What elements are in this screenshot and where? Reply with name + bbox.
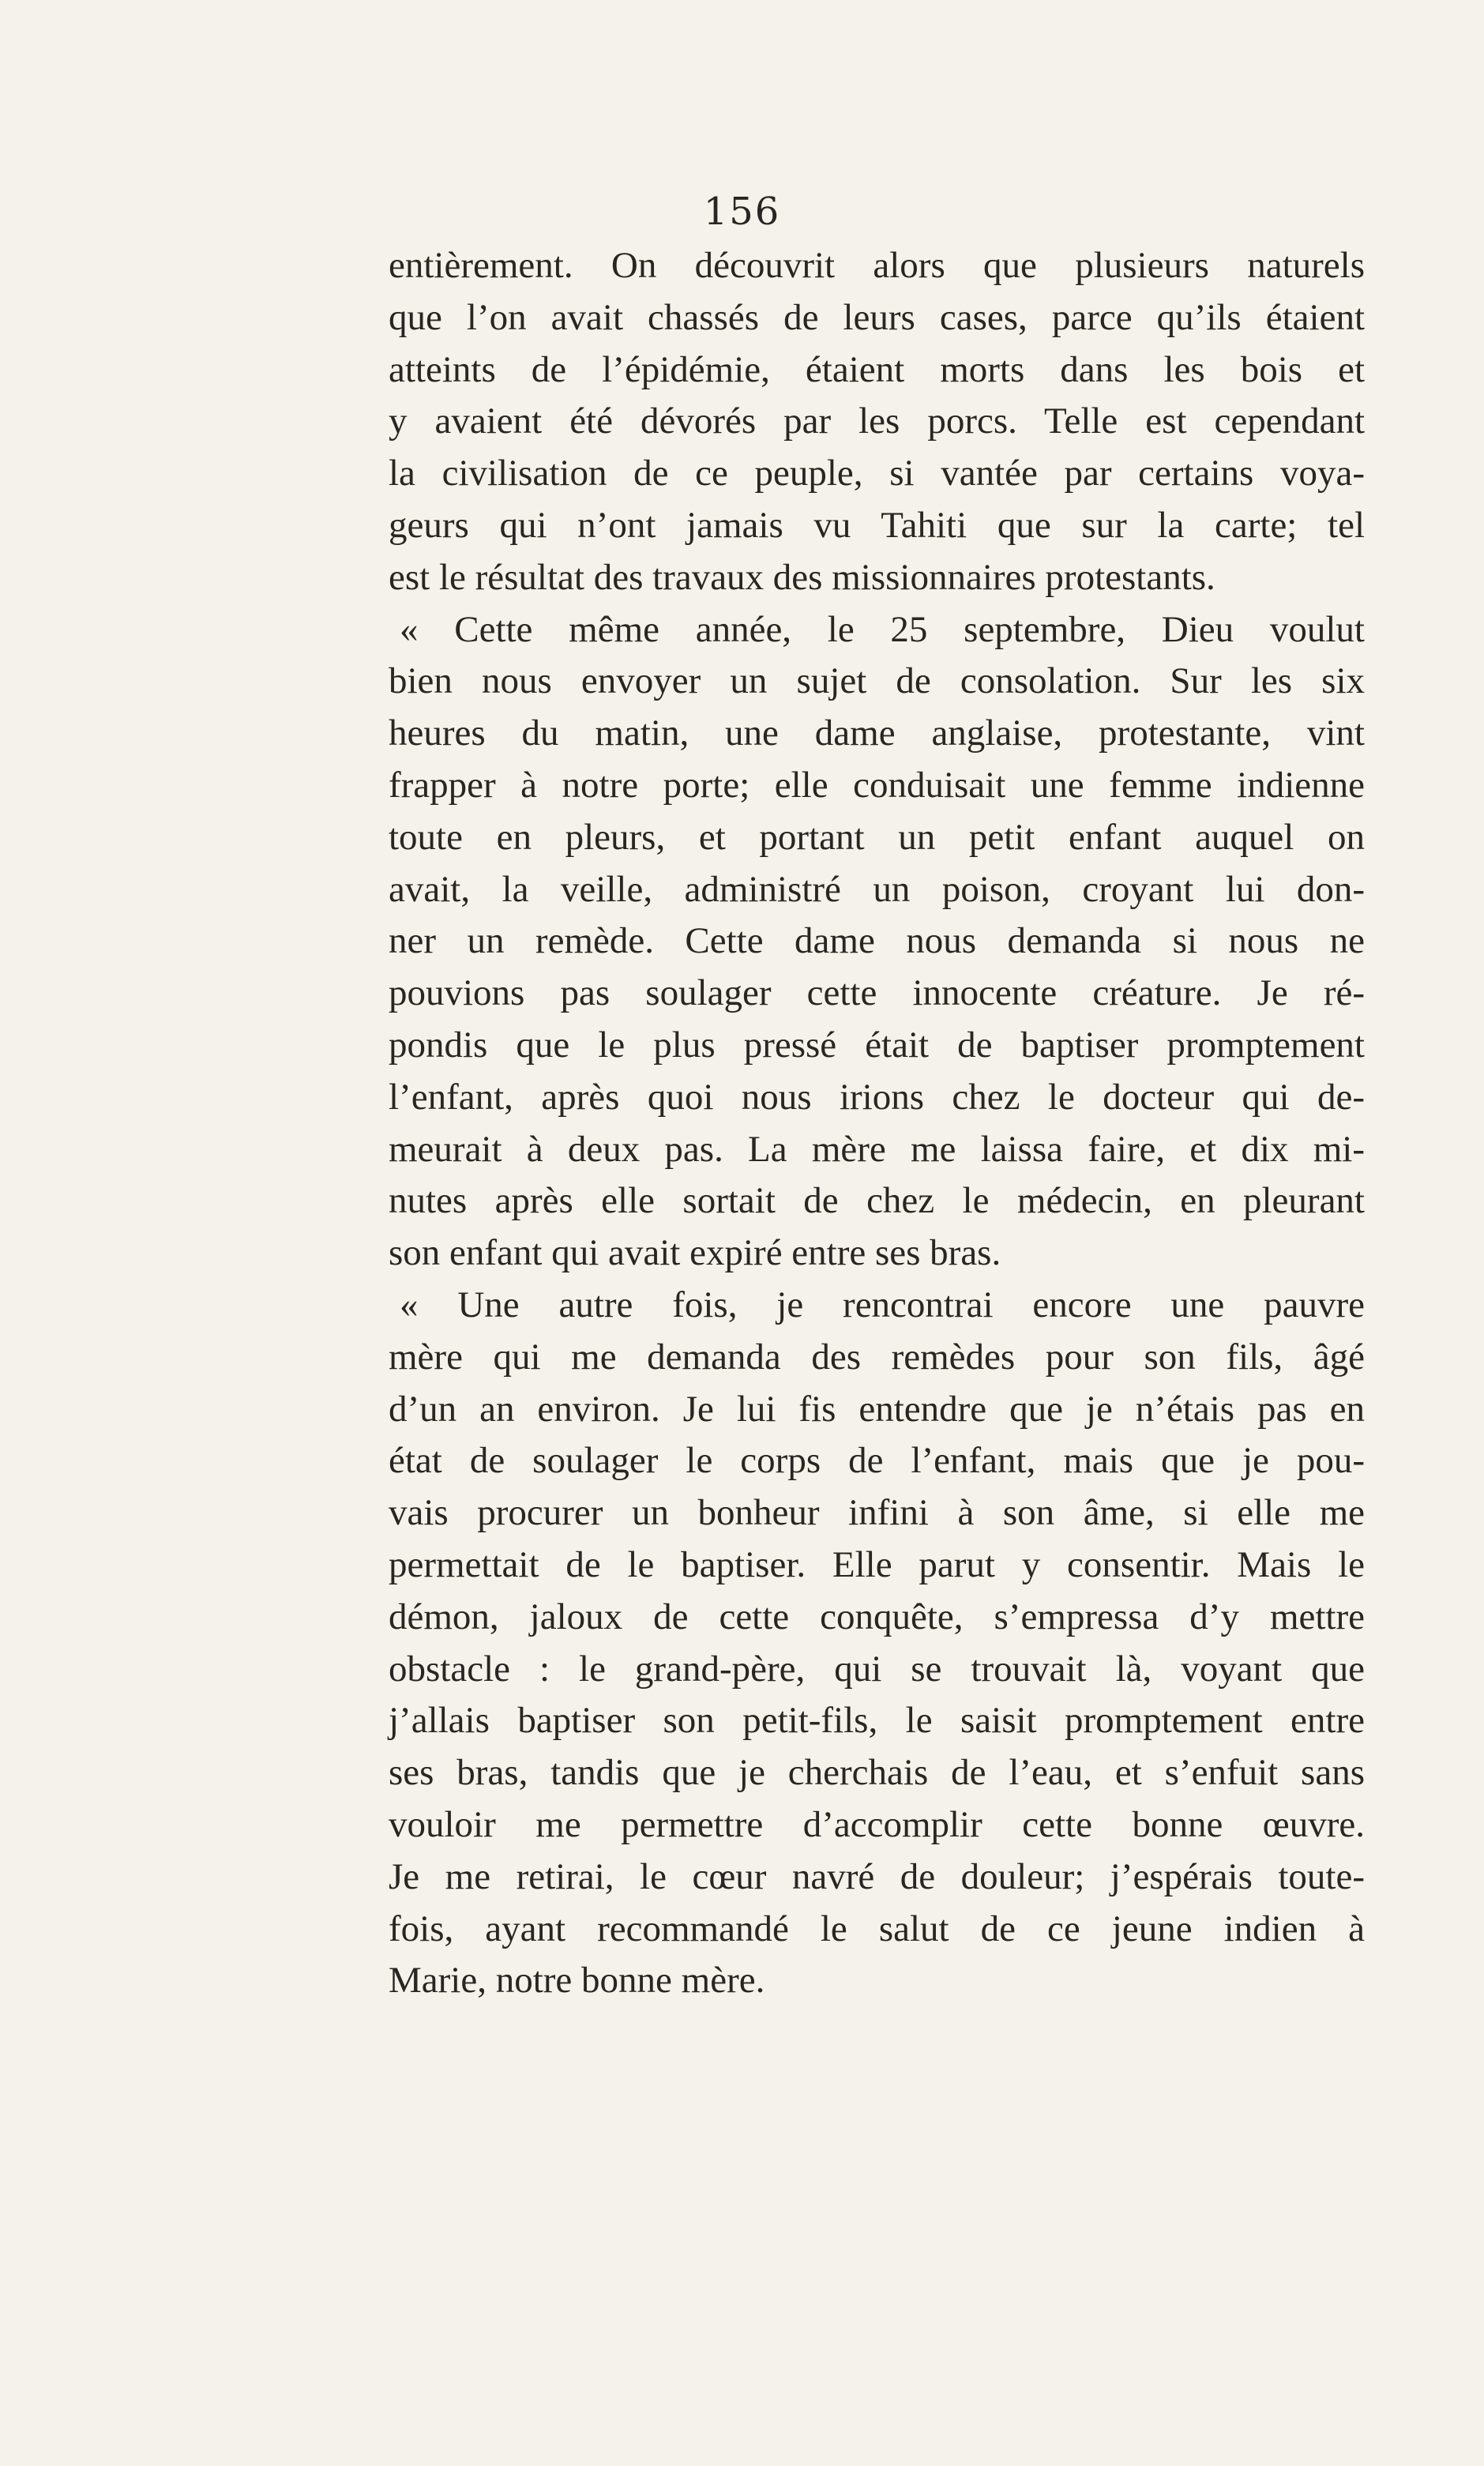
text-line: meurait à deux pas. La mère me laissa faire, et dix mi- <box>389 1128 1365 1170</box>
text-line: ner un remède. Cette dame nous demanda si nous ne <box>389 920 1365 962</box>
text-line: vais procurer un bonheur infini à son âme, si elle me <box>389 1492 1365 1534</box>
text-line: nutes après elle sortait de chez le médecin, en pleurant <box>389 1180 1365 1222</box>
text-line: pondis que le plus pressé était de baptiser promptement <box>389 1024 1365 1066</box>
text-line: d’un an environ. Je lui fis entendre que je n’étais pas en <box>389 1388 1365 1430</box>
text-line: la civilisation de ce peuple, si vantée par certains voya- <box>389 453 1365 494</box>
text-line: « Une autre fois, je rencontrai encore une pauvre <box>400 1284 1365 1325</box>
text-line: geurs qui n’ont jamais vu Tahiti que sur la carte; tel <box>389 504 1365 546</box>
text-line: atteints de l’épidémie, étaient morts dans les bois et <box>389 348 1365 390</box>
text-line: y avaient été dévorés par les porcs. Telle est cependant <box>389 400 1365 442</box>
text-line: est le résultat des travaux des missionnaires protestants. <box>389 556 1215 598</box>
text-line: vouloir me permettre d’accomplir cette bonne œuvre. <box>389 1803 1365 1845</box>
text-line: permettait de le baptiser. Elle parut y consentir. Mais le <box>389 1543 1365 1585</box>
text-line: ses bras, tandis que je cherchais de l’eau, et s’enfuit sans <box>389 1752 1365 1794</box>
text-line: Marie, notre bonne mère. <box>389 1960 765 2002</box>
text-line: que l’on avait chassés de leurs cases, parce qu’ils étaient <box>389 296 1365 338</box>
text-line: toute en pleurs, et portant un petit enfant auquel on <box>389 816 1365 858</box>
body-text <box>389 240 1365 2007</box>
text-line: bien nous envoyer un sujet de consolation. Sur les six <box>389 660 1365 702</box>
page-number: 156 <box>703 190 781 234</box>
text-line: Je me retirai, le cœur navré de douleur; j’espérais toute- <box>389 1855 1365 1897</box>
text-line: obstacle : le grand-père, qui se trouvait là, voyant que <box>389 1648 1365 1690</box>
text-line: j’allais baptiser son petit-fils, le saisit promptement entre <box>389 1700 1365 1742</box>
text-line: pouvions pas soulager cette innocente créature. Je ré- <box>389 972 1365 1014</box>
text-line: frapper à notre porte; elle conduisait une femme indienne <box>389 764 1365 806</box>
text-line: son enfant qui avait expiré entre ses bras. <box>389 1232 1001 1274</box>
text-line: démon, jaloux de cette conquête, s’empressa d’y mettre <box>389 1596 1365 1637</box>
text-line: mère qui me demanda des remèdes pour son fils, âgé <box>389 1336 1365 1378</box>
text-line: avait, la veille, administré un poison, croyant lui don- <box>389 868 1365 910</box>
text-line: fois, ayant recommandé le salut de ce jeune indien à <box>389 1908 1365 1949</box>
text-line: état de soulager le corps de l’enfant, mais que je pou- <box>389 1440 1365 1482</box>
text-line: entièrement. On découvrit alors que plusieurs naturels <box>389 245 1365 286</box>
text-line: l’enfant, après quoi nous irions chez le docteur qui de- <box>389 1076 1365 1118</box>
text-line: « Cette même année, le 25 septembre, Dieu voulut <box>400 608 1365 650</box>
text-line: heures du matin, une dame anglaise, protestante, vint <box>389 712 1365 754</box>
